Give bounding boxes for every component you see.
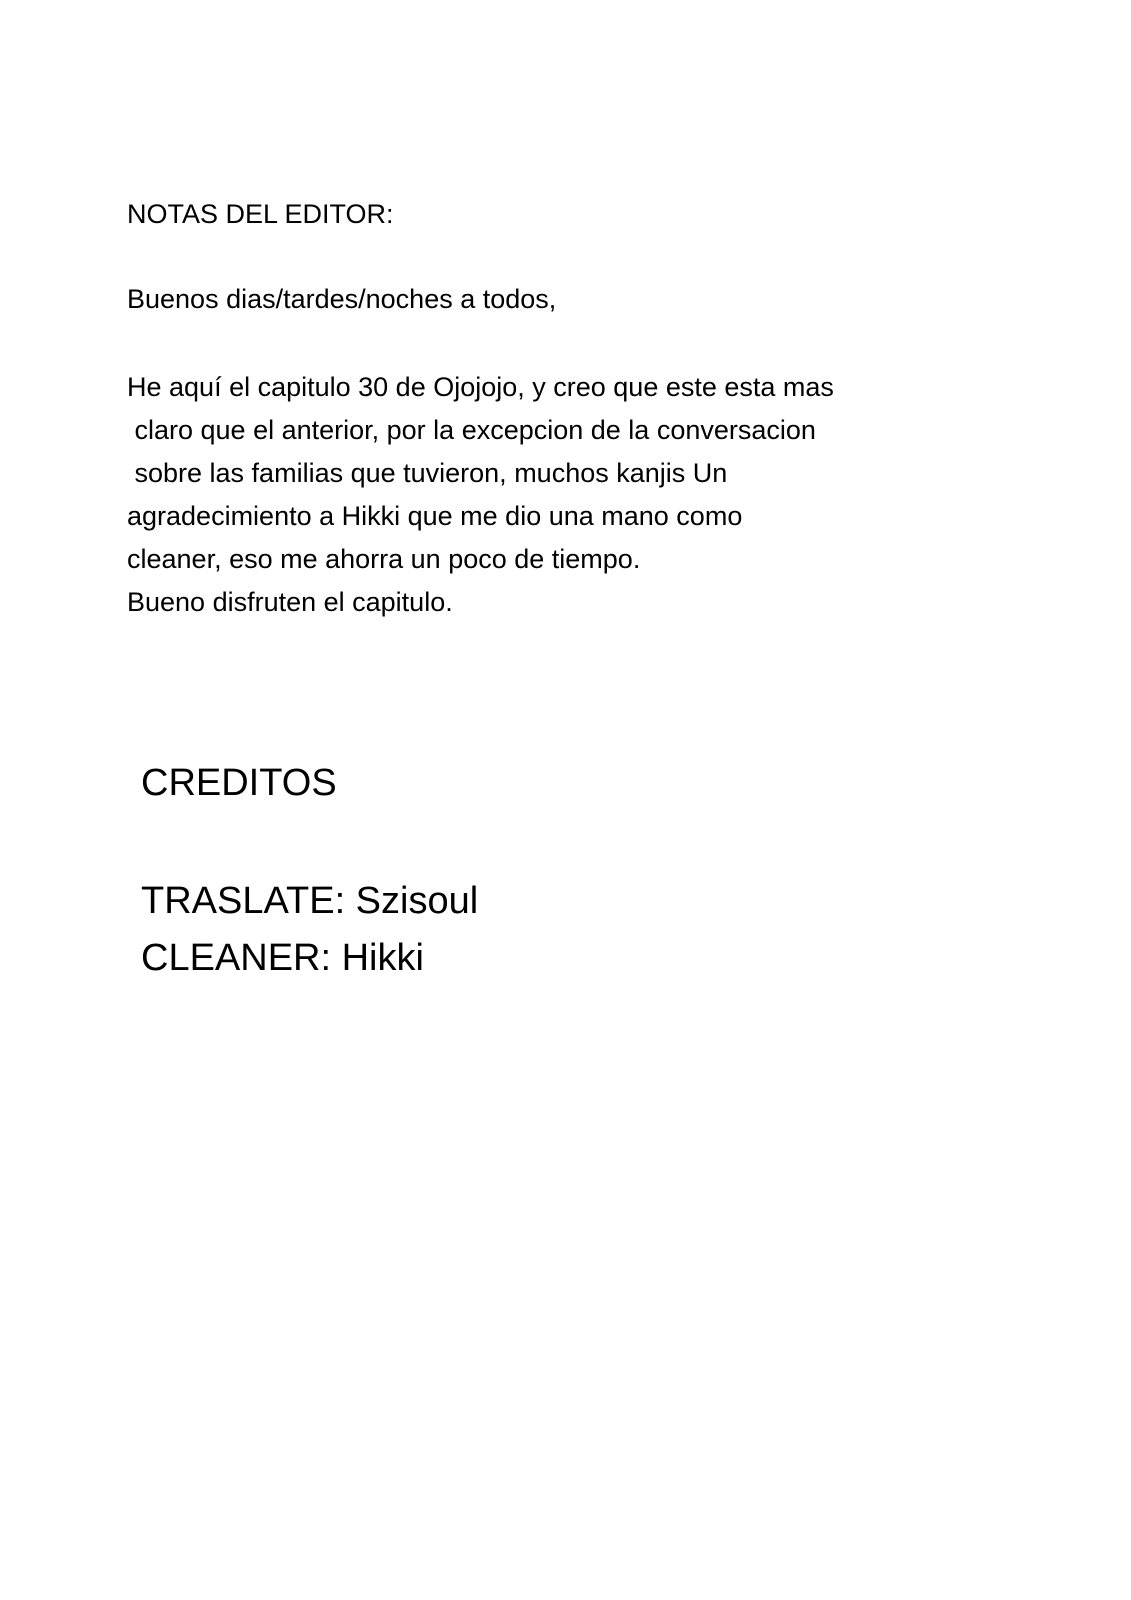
paragraph-line: sobre las familias que tuvieron, muchos kanjis Un: [127, 458, 728, 488]
paragraph-line: agradecimiento a Hikki que me dio una mano como: [127, 501, 743, 531]
credits-list: [141, 873, 478, 987]
credit-translate: TRASLATE: Szisoul: [141, 880, 479, 922]
credits-title: CREDITOS: [141, 762, 337, 804]
paragraph-line: He aquí el capitulo 30 de Ojojojo, y creo que este esta mas: [127, 372, 834, 402]
paragraph-line: Bueno disfruten el capitulo.: [127, 587, 453, 617]
credit-cleaner: CLEANER: Hikki: [141, 937, 424, 979]
paragraph-line: cleaner, eso me ahorra un poco de tiempo.: [127, 544, 641, 574]
editor-notes-section: [127, 197, 1027, 231]
editor-notes-title: NOTAS DEL EDITOR:: [127, 199, 394, 229]
editor-notes-paragraph: [127, 366, 834, 624]
greeting-text: Buenos dias/tardes/noches a todos,: [127, 284, 557, 314]
paragraph-line: claro que el anterior, por la excepcion de la conversacion: [127, 415, 816, 445]
